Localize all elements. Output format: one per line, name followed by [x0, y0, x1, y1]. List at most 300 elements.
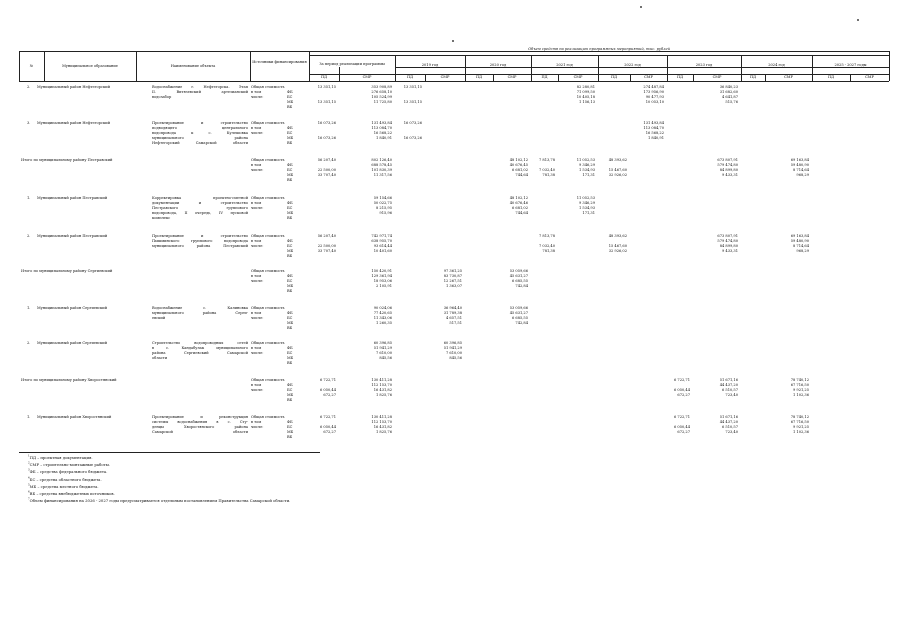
row-object-line: Проектирование и реконструкция: [152, 415, 248, 419]
table-cell-value: 2 105,91: [375, 284, 392, 289]
row-object-line: Пестравского группового: [152, 206, 248, 211]
row-object-line: комплекс: [152, 216, 171, 221]
row-object-line: области: [152, 356, 168, 361]
header-year: 2021 год: [556, 63, 573, 67]
table-cell-value: 33 707,40: [317, 173, 336, 178]
table-cell-value: 744,64: [515, 211, 528, 216]
source-code: ФБ: [287, 383, 293, 388]
table-cell-value: 48 393,62: [608, 158, 627, 162]
table-cell-value: 31 789,38: [443, 311, 462, 316]
row-municipality: Муниципальный район Сергиевский: [37, 306, 108, 310]
scan-speck: [640, 6, 642, 8]
table-cell-value: 6 685,55: [511, 316, 528, 321]
table-cell-value: 845,56: [379, 356, 392, 361]
header-year-smr: СМР: [865, 75, 874, 79]
table-cell-value: 101 830,39: [371, 168, 392, 173]
source-code: БС: [287, 388, 293, 393]
row-object-line: Строительство водопроводных сетей: [152, 341, 248, 345]
source-code: МБ: [287, 321, 294, 326]
source-code: БС: [287, 425, 293, 430]
source-label: числе:: [251, 279, 264, 284]
table-cell-value: 742,84: [515, 284, 528, 289]
scan-speck: [857, 19, 859, 21]
table-cell-value: 36 840,23: [719, 85, 738, 89]
table-rule: [309, 55, 889, 56]
footnote-text: Объем финансирования на 2026 - 2027 годы предусматривается отдельным постановлением Правительства Самарской области.: [29, 498, 291, 504]
table-cell-value: 6 681,02: [511, 206, 528, 211]
row-object-line: системы водоснабжения в с. Сту-: [152, 420, 248, 425]
table-cell-value: 90 477,93: [645, 95, 664, 100]
header-sources: Источники финансирования: [252, 60, 307, 64]
table-cell-value: 7 032,40: [538, 244, 555, 249]
footnote: [28, 455, 93, 460]
source-label: Общая стоимость: [251, 269, 285, 273]
source-label: в том: [251, 274, 262, 279]
table-cell-value: 10 053,10: [645, 100, 664, 105]
table-cell-value: 129 361,94: [371, 274, 392, 279]
footnote: [28, 462, 110, 467]
row-object-line: Самарской области: [152, 430, 248, 435]
table-cell-value: 15 467,60: [608, 168, 627, 173]
table-cell-value: 6 050,44: [673, 425, 690, 430]
table-cell-value: 90 024,06: [373, 306, 392, 310]
table-cell-value: 97 361,25: [443, 269, 462, 273]
row-object-line: подводящего центрального: [152, 126, 248, 131]
table-cell-value: 7 610,00: [445, 351, 462, 356]
table-rule: [889, 51, 890, 81]
source-label: в том: [251, 383, 262, 388]
row-object-line: Водоснабжение с. Калиновка: [152, 306, 248, 310]
table-cell-value: 51 671,16: [719, 378, 738, 382]
source-label: числе:: [251, 316, 264, 321]
table-cell-value: 84 899,80: [719, 244, 738, 249]
table-cell-value: 744,64: [515, 173, 528, 178]
source-label: Общая стоимость: [251, 234, 285, 238]
footnote: [28, 469, 107, 474]
source-code: БС: [287, 316, 293, 321]
row-num: 1.: [27, 306, 31, 310]
table-cell-value: 48 102,12: [509, 158, 528, 162]
row-object-line: водопровода к с. Кулешовка: [152, 131, 248, 136]
table-cell-value: 1 156,13: [578, 100, 595, 105]
source-label: числе:: [251, 131, 264, 136]
table-cell-value: 60 396,85: [443, 341, 462, 345]
table-cell-value: 915,96: [379, 211, 392, 216]
row-municipality: Муниципальный район Пестравский: [37, 234, 108, 238]
source-label: числе:: [251, 206, 264, 211]
table-cell-value: 968,29: [796, 173, 809, 178]
table-cell-value: 1 260,35: [375, 321, 392, 326]
source-code: ФБ: [287, 201, 293, 206]
header-year: 2019 год: [421, 63, 439, 67]
source-code: ФБ: [287, 239, 293, 244]
row-object-line: водопровода, II очередь, IV пусковой: [152, 211, 248, 216]
table-cell-value: 7 813,78: [538, 158, 555, 162]
table-rule: [19, 452, 320, 453]
table-cell-value: 13 351,15: [403, 100, 422, 105]
source-code: ФБ: [287, 126, 293, 131]
table-cell-value: 22 500,00: [317, 244, 336, 249]
footnote-text: СМР – строительно-монтажные работы.: [29, 462, 110, 468]
source-code: ВБ: [287, 326, 293, 331]
table-cell-value: 113 084,70: [643, 126, 664, 131]
source-label: в том: [251, 239, 262, 244]
row-object-line: муниципального района Серги-: [152, 311, 248, 316]
header-year-smr: СМР: [440, 75, 450, 79]
source-label: в том: [251, 163, 262, 168]
table-cell-value: 31 682,60: [719, 90, 738, 95]
source-code: ВБ: [287, 435, 293, 440]
table-cell-value: 53 059,66: [509, 306, 528, 310]
table-cell-value: 93 614,44: [373, 244, 392, 249]
table-cell-value: 6 722,71: [673, 378, 690, 382]
table-cell-value: 150 420,91: [371, 269, 392, 273]
table-cell-value: 4 641,87: [721, 95, 738, 100]
table-cell-value: 9 346,29: [578, 201, 595, 206]
header-year-pd: ПД: [749, 75, 757, 79]
header-year: 2020 год: [489, 63, 507, 67]
footnote-marker: 5: [28, 483, 30, 487]
source-label: Общая стоимость: [251, 415, 285, 419]
table-cell-value: 130 411,28: [371, 378, 392, 382]
table-cell-value: 1 840,91: [375, 136, 392, 141]
table-cell-value: 84 899,80: [719, 168, 738, 173]
table-cell-value: 6 510,57: [721, 388, 738, 393]
table-cell-value: 13 351,15: [403, 85, 422, 89]
table-cell-value: 638 955,70: [371, 239, 392, 244]
table-cell-value: 16 568,22: [645, 131, 664, 136]
header-year-pd: ПД: [541, 75, 548, 79]
table-cell-value: 1 825,76: [375, 393, 392, 398]
table-cell-value: 112 153,70: [371, 420, 392, 425]
source-code: ФБ: [287, 274, 293, 279]
table-rule: [250, 51, 251, 81]
table-cell-value: 6 050,44: [673, 388, 690, 393]
table-cell-value: 131 493,84: [371, 121, 392, 125]
table-cell-value: 16 073,26: [403, 136, 422, 141]
source-label: Общая стоимость: [251, 378, 285, 382]
row-municipality: Муниципальный район Пестравский: [37, 196, 108, 200]
source-code: МБ: [287, 284, 294, 289]
table-cell-value: 69 163,84: [790, 234, 809, 238]
table-cell-value: 45 631,27: [509, 311, 528, 316]
table-cell-value: 11 052,53: [576, 196, 595, 200]
table-cell-value: 59 480,90: [790, 163, 809, 168]
table-cell-value: 69 163,84: [790, 158, 809, 162]
table-cell-value: 8 215,95: [375, 206, 392, 211]
table-cell-value: 1 363,07: [445, 284, 462, 289]
header-year-pd: ПД: [475, 75, 483, 79]
header-year-smr: СМР: [573, 75, 583, 79]
source-label: Общая стоимость: [251, 306, 285, 310]
table-cell-value: 742,84: [515, 321, 528, 326]
table-cell-value: 276 658,10: [371, 90, 392, 95]
source-code: ВБ: [287, 178, 293, 183]
table-cell-value: 688 578,45: [371, 163, 392, 168]
summary-row-title: Итого по муниципальному району Пестравский: [21, 158, 113, 162]
table-cell-value: 13 351,15: [317, 100, 336, 105]
source-code: ВБ: [287, 105, 293, 110]
table-cell-value: 44 437,20: [719, 383, 738, 388]
table-cell-value: 845,56: [449, 356, 462, 361]
footnote-marker: 1: [28, 454, 30, 458]
source-code: МБ: [287, 211, 294, 216]
source-code: МБ: [287, 249, 294, 254]
table-cell-value: 1 534,93: [578, 168, 595, 173]
summary-row-title: Итого по муниципальному району Хворостянский: [21, 378, 117, 382]
source-label: числе:: [251, 425, 264, 430]
source-code: ВБ: [287, 254, 293, 259]
table-cell-value: 6 722,71: [319, 378, 336, 382]
footnote: [28, 477, 102, 482]
table-cell-value: 40 676,46: [509, 201, 528, 206]
row-num: 1.: [27, 196, 31, 200]
footnote: [28, 491, 115, 496]
row-object-line: муниципального района: [152, 136, 248, 141]
table-cell-value: 173 956,90: [643, 90, 664, 95]
source-code: ВБ: [287, 289, 293, 294]
table-cell-value: 32 926,02: [608, 173, 627, 178]
table-cell-value: 579 474,80: [717, 163, 738, 168]
source-label: в том: [251, 126, 262, 131]
header-year-pd: ПД: [827, 75, 835, 79]
source-code: БС: [287, 244, 293, 249]
row-object-line: Нефтегорский Самарской области: [152, 141, 248, 146]
source-code: БС: [287, 168, 293, 173]
table-cell-value: 51 941,29: [373, 346, 392, 351]
table-cell-value: 171,31: [582, 173, 595, 178]
footnote-text: ВБ – средства внебюджетных источников.: [29, 491, 115, 496]
row-municipality: Муниципальный район Хворостянский: [37, 415, 112, 419]
row-object-line: Корректировка проектно-сметной: [152, 196, 248, 200]
table-cell-value: 9 346,29: [578, 163, 595, 168]
table-cell-value: 16 568,22: [373, 131, 392, 136]
table-cell-value: 59 154,66: [373, 196, 392, 200]
row-object-line: евский: [152, 316, 166, 321]
table-cell-value: 672,27: [677, 393, 690, 398]
table-cell-value: 7 032,40: [538, 168, 555, 173]
source-code: МБ: [287, 136, 294, 141]
table-cell-value: 7 610,00: [375, 351, 392, 356]
header-year: 2025 - 2027 годы: [834, 63, 867, 67]
table-cell-value: 1 534,93: [578, 206, 595, 211]
row-num: 2.: [27, 341, 31, 345]
source-label: числе:: [251, 351, 264, 356]
source-code: БС: [287, 206, 293, 211]
table-cell-value: 742 971,74: [371, 234, 392, 238]
footnote: [28, 484, 99, 489]
source-label: числе:: [251, 168, 264, 173]
source-code: ФБ: [287, 346, 293, 351]
row-object-line: Пышминского группового водопровода: [152, 239, 248, 244]
table-cell-value: 16 073,26: [317, 121, 336, 125]
table-cell-value: 723,40: [725, 430, 738, 435]
source-code: МБ: [287, 173, 294, 178]
header-total-pd: ПД: [320, 75, 328, 79]
table-cell-value: 579 474,80: [717, 239, 738, 244]
header-num: №: [29, 64, 34, 68]
header-year-pd: ПД: [610, 75, 618, 79]
table-cell-value: 9 921,25: [792, 425, 809, 430]
table-cell-value: 12 267,51: [443, 279, 462, 284]
table-cell-value: 9 433,31: [721, 173, 738, 178]
table-cell-value: 515,76: [725, 100, 738, 105]
table-cell-value: 113 084,70: [371, 126, 392, 131]
source-code: БС: [287, 351, 293, 356]
footnote-text: ПД – проектная документация.: [29, 455, 93, 460]
header-municipality: Муниципальное образование: [62, 64, 118, 68]
row-municipality: Муниципальный район Нефтегорский: [37, 85, 110, 89]
footnote-text: ФБ – средства федерального бюджета.: [29, 469, 108, 475]
row-object-line: водозабор: [152, 95, 172, 100]
row-municipality: Муниципальный район Сергиевский: [37, 341, 108, 345]
table-cell-value: 8 714,64: [792, 168, 809, 173]
table-cell-value: 673 807,91: [717, 158, 738, 162]
table-cell-value: 274 487,84: [643, 85, 664, 89]
header-year: 2024 год: [768, 63, 785, 67]
table-cell-value: 11 052,53: [576, 158, 595, 162]
row-num: 3.: [27, 121, 31, 125]
row-num: 2.: [27, 234, 31, 238]
table-cell-value: 67 716,50: [790, 383, 809, 388]
table-cell-value: 48 102,12: [509, 196, 528, 200]
table-cell-value: 802 126,40: [371, 158, 392, 162]
row-object-line: документации и строительство: [152, 201, 248, 206]
table-cell-value: 1 840,91: [647, 136, 664, 141]
table-cell-value: 781,38: [542, 249, 555, 254]
header-year-smr: СМР: [784, 75, 793, 79]
table-cell-value: 40 676,45: [509, 163, 528, 168]
table-cell-value: 60 396,85: [373, 341, 392, 345]
footnote-marker: 2: [28, 461, 30, 465]
table-cell-value: 131 493,84: [643, 121, 664, 125]
table-cell-value: 4 657,51: [445, 316, 462, 321]
table-cell-value: 59 480,90: [790, 239, 809, 244]
table-cell-value: 16 431,82: [373, 388, 392, 393]
table-cell-value: 517,51: [449, 321, 462, 326]
source-label: в том: [251, 201, 262, 206]
row-object-line: Проектирование и строительство: [152, 121, 248, 125]
header-object: Наименование объекта: [170, 64, 216, 68]
header-group-title: Объем средств на реализацию программных мероприятий, тыс. рублей: [528, 47, 670, 51]
table-cell-value: 1 102,36: [792, 430, 809, 435]
table-cell-value: 672,27: [677, 430, 690, 435]
header-year-smr: СМР: [712, 75, 722, 79]
row-object-line: II. Витязевский артезианский: [152, 90, 248, 95]
table-cell-value: 6 050,44: [319, 388, 336, 393]
source-label: в том: [251, 420, 262, 425]
source-code: МБ: [287, 100, 294, 105]
row-object-line: в с. Кандабулак муниципального: [152, 346, 248, 351]
source-label: Общая стоимость: [251, 85, 285, 89]
table-cell-value: 22 500,00: [317, 168, 336, 173]
source-code: БС: [287, 95, 293, 100]
row-municipality: Муниципальный район Нефтегорский: [37, 121, 110, 125]
table-cell-value: 51 941,29: [443, 346, 462, 351]
table-cell-value: 78 740,12: [790, 378, 809, 382]
table-cell-value: 723,40: [725, 393, 738, 398]
table-cell-value: 18 953,06: [373, 279, 392, 284]
source-code: ФБ: [287, 90, 293, 95]
table-cell-value: 77 420,65: [373, 311, 392, 316]
source-code: ВБ: [287, 398, 293, 403]
table-cell-value: 781,38: [542, 173, 555, 178]
header-year-pd: ПД: [676, 75, 684, 79]
source-label: Общая стоимость: [251, 341, 285, 345]
table-cell-value: 7 813,78: [538, 234, 555, 238]
table-cell-value: 1 102,36: [792, 393, 809, 398]
source-code: БС: [287, 131, 293, 136]
table-cell-value: 45 631,27: [509, 274, 528, 279]
table-cell-value: 44 437,20: [719, 420, 738, 425]
source-label: числе:: [251, 388, 264, 393]
source-code: ФБ: [287, 420, 293, 425]
source-label: числе:: [251, 244, 264, 249]
source-label: в том: [251, 346, 262, 351]
source-code: ФБ: [287, 163, 293, 168]
table-cell-value: 105 524,99: [371, 95, 392, 100]
table-cell-value: 56 207,40: [317, 234, 336, 238]
summary-row-title: Итого по муниципальному району Сергиевский: [21, 269, 113, 273]
table-cell-value: 6 681,02: [511, 168, 528, 173]
source-label: в том: [251, 90, 262, 95]
footnote: [28, 498, 290, 503]
scan-speck: [452, 40, 454, 42]
row-object-line: Водоснабжение г. Нефтегорска. Этап: [152, 85, 248, 89]
header-total-period: За период реализации программы: [319, 62, 385, 66]
table-cell-value: 672,27: [323, 393, 336, 398]
table-cell-value: 130 411,28: [371, 415, 392, 419]
footnote-text: МБ – средства местного бюджета.: [29, 483, 99, 489]
row-object-line: района Сергиевский Самарской: [152, 351, 248, 356]
table-cell-value: 36 964,40: [443, 306, 462, 310]
row-object-line: муниципального района Пестравский: [152, 244, 248, 249]
table-cell-value: 11 317,56: [373, 173, 392, 178]
source-code: МБ: [287, 393, 294, 398]
table-cell-value: 10 401,60: [373, 249, 392, 254]
table-cell-value: 56 207,40: [317, 158, 336, 162]
table-cell-value: 51 671,16: [719, 415, 738, 419]
source-code: МБ: [287, 430, 294, 435]
footnote-marker: 7: [28, 497, 30, 501]
table-cell-value: 67 716,50: [790, 420, 809, 425]
source-code: ВБ: [287, 216, 293, 221]
table-cell-value: 968,29: [796, 249, 809, 254]
table-cell-value: 6 722,71: [673, 415, 690, 419]
table-cell-value: 11 725,80: [373, 100, 392, 105]
source-label: Общая стоимость: [251, 158, 285, 162]
table-cell-value: 53 059,66: [509, 269, 528, 273]
table-cell-value: 78 740,12: [790, 415, 809, 419]
header-year-pd: ПД: [406, 75, 414, 79]
table-cell-value: 171,31: [582, 211, 595, 216]
table-cell-value: 16 073,26: [403, 121, 422, 125]
table-cell-value: 672,27: [323, 430, 336, 435]
table-cell-value: 6 050,44: [319, 425, 336, 430]
header-total-smr: СМР: [362, 75, 372, 79]
table-cell-value: 13 351,15: [317, 85, 336, 89]
header-year-smr: СМР: [507, 75, 517, 79]
table-cell-value: 82 280,81: [576, 85, 595, 89]
source-code: ВБ: [287, 141, 293, 146]
table-cell-value: 15 467,60: [608, 244, 627, 249]
row-num: 2.: [27, 85, 31, 89]
table-rule: [19, 81, 889, 82]
table-cell-value: 33 707,40: [317, 249, 336, 254]
footnote-marker: 3: [28, 469, 30, 473]
table-cell-value: 32 926,02: [608, 249, 627, 254]
source-code: ФБ: [287, 311, 293, 316]
